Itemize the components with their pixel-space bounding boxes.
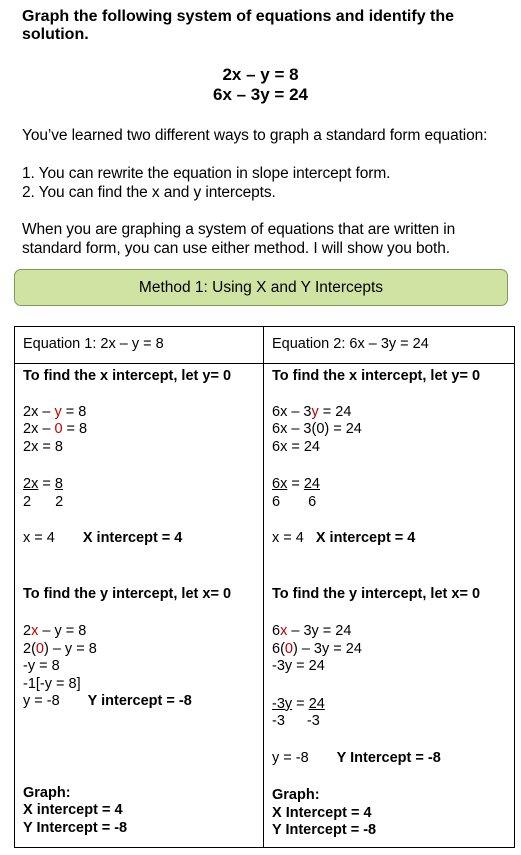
method-item-2: 2. You can find the x and y intercepts. (22, 184, 276, 201)
equation-1-header: Equation 1: 2x – y = 8 (15, 327, 264, 364)
graph-x-intercept: X Intercept = 4 (272, 804, 372, 821)
graph-heading: Graph: (272, 787, 320, 803)
x-intercept-heading: To find the x intercept, let y= 0 (272, 368, 481, 384)
step-line: -y = 8 (23, 658, 60, 674)
equation-1: 2x – y = 8 (222, 65, 299, 84)
fraction-numerator-line: 2x = 8 (23, 476, 63, 492)
intro-paragraph-line-2: standard form, you can use either method. I will show you both. (22, 240, 450, 257)
step-line: 6x – 3(0) = 24 (272, 421, 362, 437)
step-line: 2x – y = 8 (23, 403, 87, 420)
fraction-denominator-line: -3 -3 (272, 713, 320, 729)
system-of-equations (0, 65, 521, 105)
graph-x-intercept: X intercept = 4 (23, 802, 123, 818)
method-1-label: Method 1: Using X and Y Intercepts (138, 278, 384, 296)
step-line: -1[-y = 8] (23, 675, 81, 692)
problem-title: Graph the following system of equations and identify the solution. (22, 8, 455, 43)
step-line: 2x – 0 = 8 (23, 421, 88, 437)
fraction-denominator-line: 6 6 (272, 493, 317, 510)
step-line: -3y = 24 (272, 658, 325, 674)
solution-table (14, 326, 515, 848)
step-line: 2(0) – y = 8 (23, 640, 97, 657)
method-item-1: 1. You can rewrite the equation in slope intercept form. (22, 165, 391, 182)
step-line: 2x = 8 (23, 438, 63, 455)
fraction-numerator-line: -3y = 24 (272, 695, 325, 712)
graph-heading: Graph: (23, 784, 71, 801)
step-line: 6x = 24 (272, 438, 320, 455)
y-intercept-result: y = -8 Y intercept = -8 (23, 693, 192, 709)
x-intercept-result: x = 4 X intercept = 4 (272, 530, 416, 546)
step-line: 2x – y = 8 (23, 623, 87, 639)
y-intercept-result: y = -8 Y Intercept = -8 (272, 749, 441, 766)
method-1-banner (14, 269, 508, 306)
equation-2: 6x – 3y = 24 (212, 85, 308, 104)
x-intercept-result: x = 4 X intercept = 4 (23, 530, 183, 546)
equation-2-header: Equation 2: 6x – 3y = 24 (264, 327, 515, 364)
fraction-numerator-line: 6x = 24 (272, 476, 320, 492)
equation-1-work (15, 364, 264, 848)
graph-y-intercept: Y Intercept = -8 (272, 822, 377, 838)
y-intercept-heading: To find the y intercept, let x= 0 (272, 585, 481, 602)
step-line: 6x – 3y = 24 (272, 403, 352, 420)
intro-line: You’ve learned two different ways to graph a standard form equation: (22, 127, 488, 144)
step-line: 6(0) – 3y = 24 (272, 640, 362, 657)
fraction-denominator-line: 2 2 (23, 493, 64, 510)
equation-2-work (264, 364, 515, 848)
x-intercept-heading: To find the x intercept, let y= 0 (23, 368, 232, 384)
y-intercept-heading: To find the y intercept, let x= 0 (23, 585, 232, 602)
intro-paragraph-line-1: When you are graphing a system of equations that are written in (22, 221, 456, 238)
step-line: 6x – 3y = 24 (272, 623, 352, 639)
graph-y-intercept: Y Intercept = -8 (23, 819, 128, 836)
